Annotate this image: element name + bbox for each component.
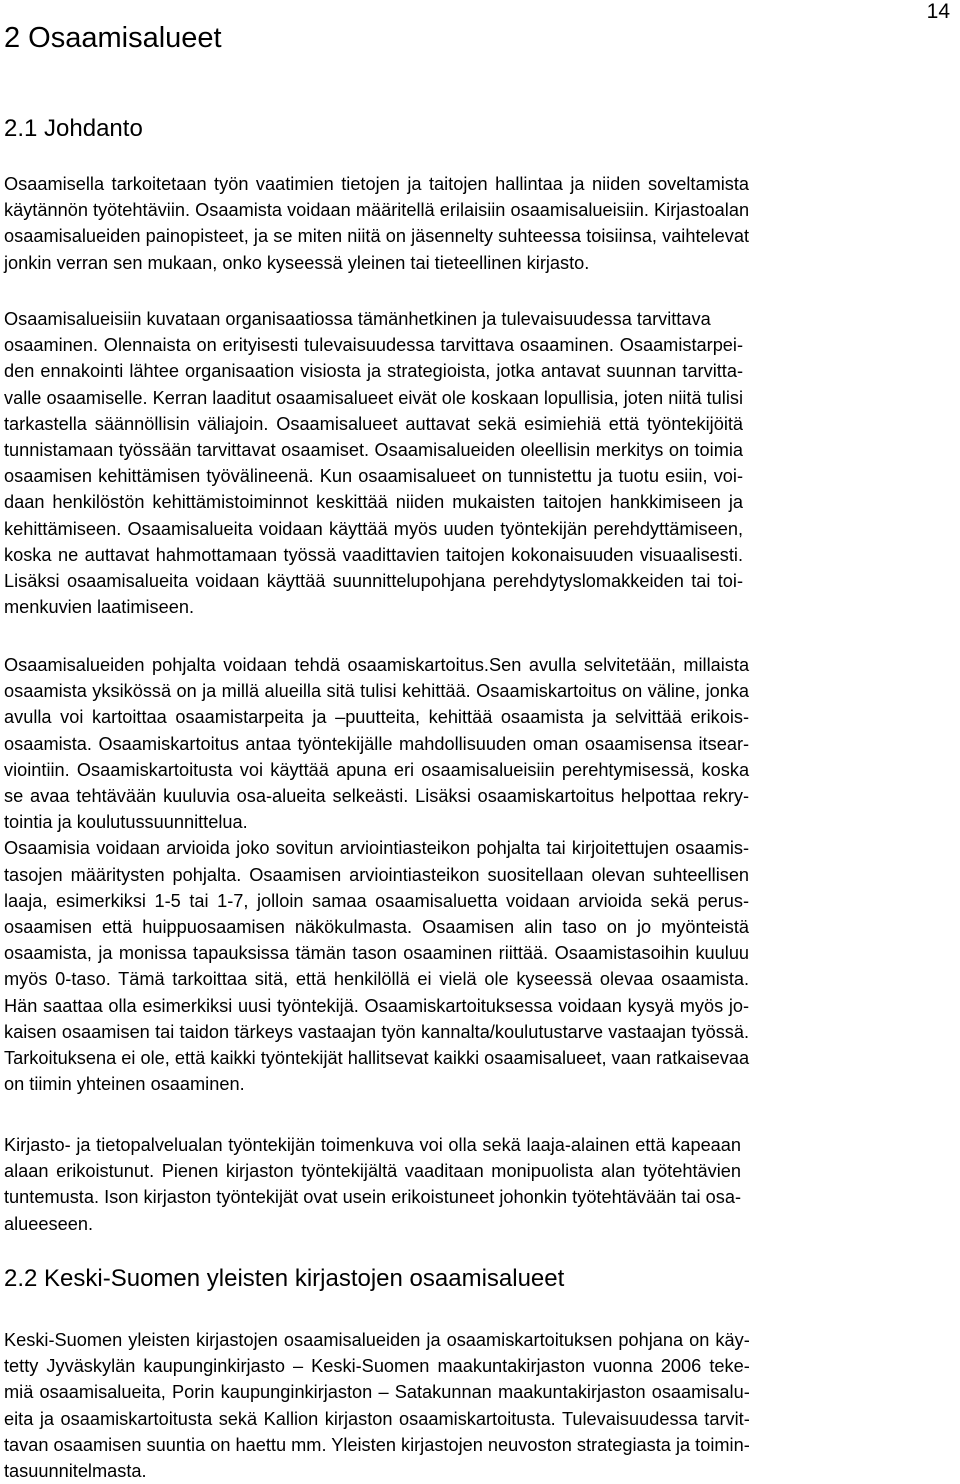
text-line: Osaamisia voidaan arvioida joko sovitun arviointiasteikon pohjalta tai kirjoitettujen osaamis- (4, 838, 750, 859)
text-line: Osaamisella tarkoitetaan työn vaatimien tietojen ja taitojen hallintaa ja niiden soveltamista (4, 174, 750, 194)
text-line: tasuunnitelmasta. (4, 1461, 147, 1482)
text-line: se avaa tehtävään kuuluvia osa-alueita selkeästi. Lisäksi osaamiskartoitus helpottaa rekry- (4, 786, 750, 807)
paragraph-competence-areas (4, 306, 743, 620)
text-line: myös 0-taso. Tämä tarkoittaa sitä, että henkilöllä ei vielä ole kyseessä olevaa osaamista. (4, 969, 750, 990)
text-line: osaamista, ja monissa tapauksissa tämän tason osaaminen riittää. Osaamistasoihin kuuluu (4, 943, 750, 964)
text-line: tarkastella säännöllisin väliajoin. Osaamisalueet auttavat sekä esimiehiä että työntekijöitä (4, 413, 744, 434)
text-line: miä osaamisalueita, Porin kaupunginkirjaston – Satakunnan maakuntakirjaston osaamisalu- (4, 1382, 750, 1403)
paragraph-keski-suomi (4, 1327, 750, 1484)
text-line: valle osaamiselle. Kerran laaditut osaamisalueet eivät ole koskaan lopullisia, joten niitä tulisi (4, 387, 744, 408)
subsection-heading-johdanto: 2.1 Johdanto (4, 115, 143, 142)
text-line: kaisen osaamisen tai taidon tärkeys vastaajan työn kannalta/koulutustarve vastaajan työssä. (4, 1021, 750, 1042)
text-line: laaja, esimerkiksi 1-5 tai 1-7, jolloin samaa osaamisaluetta voidaan arvioida sekä perus- (4, 890, 750, 911)
text-line: jonkin verran sen mukaan, onko kyseessä yleinen tai tieteellinen kirjasto. (4, 252, 590, 273)
text-line: tavan osaamisen suuntia on haettu mm. Yleisten kirjastojen neuvoston strategiasta ja toimin- (4, 1434, 750, 1455)
text-line: osaamisen että huippuosaamisen näkökulmasta. Osaamisen alin taso on jo myönteistä (4, 917, 750, 938)
text-line: Tarkoituksena ei ole, että kaikki työntekijät hallitsevat kaikki osaamisalueet, vaan ratkaisevaa (4, 1048, 750, 1069)
text-line: osaamisen kehittämisen työvälineenä. Kun osaamisalueet on tunnistettu ja tuotu esiin, voi- (4, 466, 744, 487)
text-line: osaamisalueiden painopisteet, ja se miten niitä on jäsennelty suhteessa toisiinsa, vaihtelevat (4, 226, 750, 247)
text-line: Osaamisalueisiin kuvataan organisaatiossa tämänhetkinen ja tulevaisuudessa tarvittava (4, 309, 711, 329)
text-line: osaaminen. Olennaista on erityisesti tulevaisuudessa tarvittava osaaminen. Osaamistarpei- (4, 335, 744, 356)
text-line: on tiimin yhteinen osaaminen. (4, 1074, 245, 1095)
text-line: alueeseen. (4, 1213, 93, 1234)
text-line: tetty Jyväskylän kaupunginkirjasto – Keski-Suomen maakuntakirjaston vuonna 2006 teke- (4, 1356, 750, 1377)
text-line: tasojen määritysten pohjalta. Osaamisen arviointiasteikon suositellaan olevan suhteellisen (4, 864, 750, 885)
paragraph-job-description (4, 1132, 741, 1237)
text-line: käytännön työtehtäviin. Osaamista voidaan määritellä erilaisiin osaamisalueisiin. Kirjastoalan (4, 200, 750, 221)
text-line: alaan erikoistunut. Pienen kirjaston työntekijältä vaaditaan monipuolista alan työtehtävien (4, 1161, 742, 1182)
paragraph-competence-mapping (4, 652, 749, 1097)
text-line: tuntemusta. Ison kirjaston työntekijät ovat usein erikoistuneet johonkin työtehtävään tai osa- (4, 1187, 742, 1208)
text-line: osaamista. Osaamiskartoitus antaa työntekijälle mahdollisuuden oman osaamisensa itsear- (4, 733, 750, 754)
page-number: 14 (926, 0, 950, 23)
text-line: kehittämiseen. Osaamisalueita voidaan käyttää myös uuden työntekijän perehdyttämiseen, (4, 518, 744, 539)
section-heading: 2 Osaamisalueet (4, 22, 222, 54)
text-line: menkuvien laatimiseen. (4, 597, 195, 618)
text-line: den ennakointi lähtee organisaation visiosta ja strategioista, jotka antavat suunnan tarvitta- (4, 361, 744, 382)
text-line: daan henkilöstön kehittämistoiminnot keskittää niiden mukaisten taitojen hankkimiseen ja (4, 492, 744, 513)
text-line: viointiin. Osaamiskartoitusta voi käyttää apuna eri osaamisalueisiin perehtymisessä, koska (4, 759, 750, 780)
text-line: koska ne auttavat hahmottamaan työssä vaadittavien taitojen kokonaisuuden visuaalisesti. (4, 544, 744, 565)
text-line: tointia ja koulutussuunnittelua. (4, 812, 248, 833)
text-line: osaamista yksikössä on ja millä alueilla sitä tulisi kehittää. Osaamiskartoitus on väline, jonka (4, 681, 750, 702)
text-line: tunnistamaan työssään tarvittavat osaamiset. Osaamisalueiden oleellisin merkitys on toimia (4, 440, 744, 461)
text-line: Lisäksi osaamisalueita voidaan käyttää suunnittelupohjana perehdytyslomakkeiden tai toi- (4, 571, 744, 592)
paragraph-definition (4, 171, 749, 276)
text-line: Keski-Suomen yleisten kirjastojen osaamisalueiden ja osaamiskartoituksen pohjana on käy- (4, 1330, 750, 1350)
text-line: Osaamisalueiden pohjalta voidaan tehdä osaamiskartoitus.Sen avulla selvitetään, millaista (4, 655, 750, 675)
text-line: avulla voi kartoittaa osaamistarpeita ja –puutteita, kehittää osaamista ja selvittää erikois- (4, 707, 750, 728)
text-line: Hän saattaa olla esimerkiksi uusi työntekijä. Osaamiskartoituksessa voidaan kysyä myös jo- (4, 995, 750, 1016)
text-line: Kirjasto- ja tietopalvelualan työntekijän toimenkuva voi olla sekä laaja-alainen että kapeaan (4, 1135, 742, 1155)
text-line: eita ja osaamiskartoitusta sekä Kallion kirjaston osaamiskartoitusta. Tulevaisuudessa tarvit- (4, 1408, 750, 1429)
subsection-heading-keski-suomi: 2.2 Keski-Suomen yleisten kirjastojen osaamisalueet (4, 1265, 565, 1292)
